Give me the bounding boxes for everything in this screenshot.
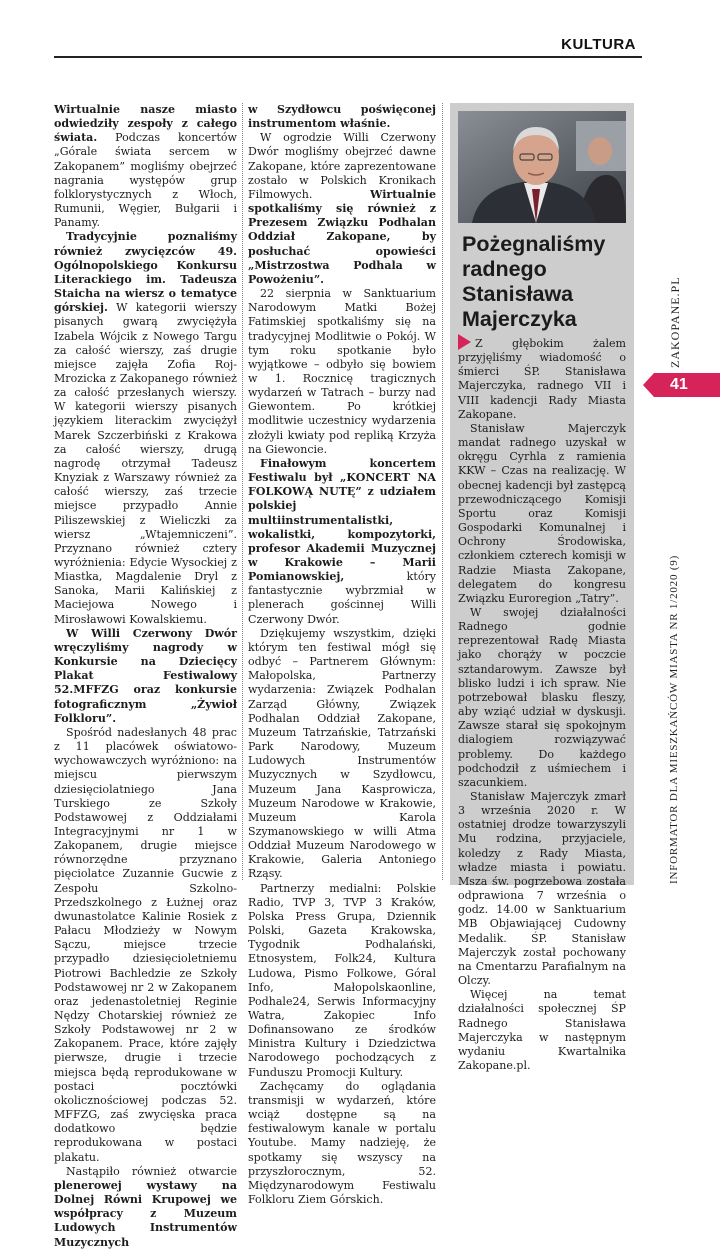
publication-info: INFORMATOR DLA MIESZKAŃCÓW MIASTA NR 1/2020 (9) [668, 554, 680, 884]
bold-lead: Wirtualnie spotkaliśmy się również z Prezesem Związku Podhalan Oddział Zakopane, by posłuchać opowieści „Mistrzostwa Podhala w Powożeniu”. [248, 187, 436, 286]
paragraph: Więcej na temat działalności społecznej ŚP Radnego Stanisława Majerczyka w następnym wydaniu Kwartalnika Zakopane.pl. [458, 988, 626, 1072]
bold-lead: plenerowej wystawy na Dolnej Równi Krupowej we współpracy z Muzeum Ludowych Instrumentów Muzycznych [54, 1178, 237, 1249]
paragraph-text: W ogrodzie Willi Czerwony Dwór mogliśmy obejrzeć dawne Zakopane, które zaprezentowane zostało w Polskich Kronikach Filmowych. [248, 131, 436, 201]
bold-lead: Tradycyjnie poznaliśmy również zwycięzców 49. Ogólnopolskiego Konkursu Literackiego im. Tadeusza Staicha na wiersz o tematyce górskiej. [54, 230, 237, 315]
page-number: 41 [670, 376, 688, 393]
paragraph: W swojej działalności Radnego godnie reprezentował Radę Miasta jako chorąży w poczcie sztandarowym. Zawsze był blisko ludzi i ich spraw. Nie potrzebował blasku fleszy, aby wziąć udział w dyskusji. Zawsze starał się spokojnym dialogiem rozwiązywać problemy. Do każdego podchodził z uśmiechem i szacunkiem. [458, 605, 626, 789]
bold-lead: w Szydłowcu poświęconej instrumentom właśnie. [248, 103, 436, 131]
paragraph-text: Podczas koncertów „Górale świata sercem w Zakopanem” mogliśmy obejrzeć nagrania występów grup folklorystycznych z Włoch, Rumunii, Węgier, Bułgarii i Panamy. [54, 131, 237, 230]
paragraph [54, 230, 237, 626]
paragraph [248, 457, 436, 627]
portrait-photo [458, 111, 626, 223]
bold-lead: Finałowym koncertem Festiwalu był „KONCERT NA FOLKOWĄ NUTĘ” z udziałem polskiej multiinstrumentalistki, wokalistki, kompozytorki, profesor Akademii Muzycznej w Krakowie – Marii Pomianowskiej, [248, 456, 436, 584]
bold-lead: W Willi Czerwony Dwór wręczyliśmy nagrody w Konkursie na Dziecięcy Plakat Festiwalowy 52.MFFZG oraz konkursie fotograficznym „Żywioł Folkloru”. [54, 626, 237, 725]
obituary-title: Pożegnaliśmy radnego Stanisława Majerczyka [462, 232, 606, 331]
paragraph-text: Nastąpiło również otwarcie [66, 1164, 237, 1178]
obituary-text [458, 334, 626, 1073]
arrow-bullet-icon [458, 334, 471, 350]
paragraph: Stanisław Majerczyk zmarł 3 września 2020 r. W ostatniej drodze towarzyszyli Mu rodzina, przyjaciele, koledzy z Rady Miasta, władze miasta i powiatu. Msza św. pogrzebowa została odprawiona 7 września o godz. 14.00 w Sanktuarium MB Objawiającej Cudowny Medalik. ŚP. Stanisław Majerczyk został pochowany na Cmentarzu Parafialnym na Olczy. [458, 790, 626, 988]
header-rule [54, 56, 642, 58]
paragraph: Dziękujemy wszystkim, dzięki którym ten festiwal mógł się odbyć – Partnerem Głównym: Małopolska, Partnerzy wydarzenia: Związek Podhalan Zarząd Główny, Związek Podhalan Oddział Zakopane, Muzeum Tatrzańskie, Tatrzański Park Narodowy, Muzeum Ludowych Instrumentów Muzycznych w Szydłowcu, Muzeum Jana Kasprowicza, Muzeum Narodowe w Krakowie, Muzeum Karola Szymanowskiego w willi Atma Oddział Muzeum Narodowego w Krakowie, Galeria Antoniego Rząsy. [248, 626, 436, 881]
paragraph [54, 103, 237, 230]
paragraph [54, 1165, 237, 1250]
article-column-2 [248, 103, 436, 1207]
paragraph [54, 627, 237, 726]
paragraph [248, 131, 436, 287]
bold-lead: Wirtualnie nasze miasto odwiedziły zespoły z całego świata. [54, 103, 237, 145]
column-divider [242, 103, 243, 880]
paragraph: Stanisław Majerczyk mandat radnego uzyskał w okręgu Cyrhla z ramienia KKW – Czas na realizację. W obecnej kadencji był zastępcą przewodniczącego Komisji Sportu oraz Komisji Gospodarki Komunalnej i Ochrony Środowiska, członkiem czterech komisji w Radzie Miasta Zakopane, delegatem do kongresu Związku Euroregion „Tatry”. [458, 421, 626, 605]
paragraph-text: Z głębokim żalem przyjęliśmy wiadomość o śmierci ŚP. Stanisława Majerczyka, radnego VII i VIII kadencji Rady Miasta Zakopane. [458, 337, 626, 421]
paragraph [458, 334, 626, 422]
paragraph-text: W kategorii wierszy pisanych gwarą zwyciężyła Izabela Wójcik z Nowego Targu za całość wierszy, zaś drugie miejsce zajęła Zofia Roj-Mrozicka z Zakopanego również za całość przesłanych wierszy. W kategorii wierszy pisanych językiem literackim zwyciężył Marek Szczerbiński z Krakowa za całość wierszy, drugą nagrodę otrzymał Tadeusz Knyziak z Warszawy również za całość wierszy, zaś trzecie miejsce przypadło Annie Piliszewskiej z Wieliczki za wiersz „Wtajemniczeni”. Przyznano również cztery wyróżnienia: Edycie Wysockiej z Miastka, Magdalenie Dryl z Sanoka, Marii Kalińskiej z Maciejowa Nowego i Mirosławowi Kowalskiemu. [54, 301, 237, 626]
paragraph: 22 sierpnia w Sanktuarium Narodowym Matki Bożej Fatimskiej spotkaliśmy się na tradycyjnej Modlitwie o Pokój. W tym roku spotkanie było wyjątkowe – odbyło się bowiem w 1. Rocznicę tragicznych wydarzeń w Tatrach – burzy nad Giewontem. Po krótkiej modlitwie uczestnicy wydarzenia złożyli kwiaty pod repliką Krzyża na Giewoncie. [248, 287, 436, 456]
paragraph: Zachęcamy do oglądania transmisji w wydarzeń, które wciąż dostępne są na festiwalowym kanale w portalu Youtube. Mamy nadzieję, że spotkamy się wszyscy na przyszłorocznym, 52. Międzynarodowym Festiwalu Folkloru Ziem Górskich. [248, 1079, 436, 1207]
column-divider [442, 103, 443, 880]
paragraph-text: który fantastycznie wybrzmiał w plenerach gościnnej Willi Czerwony Dwór. [248, 570, 436, 626]
portrait-image [458, 111, 626, 223]
paragraph: Spośród nadesłanych 48 prac z 11 placówek oświatowo-wychowawczych wyróżniono: na miejscu pierwszym dziesięciolatniego Jana Turskiego ze Szkoły Podstawowej z Oddziałami Integracyjnymi nr 1 w Zakopanem, drugie miejsce równorzędne przyznano pięciolatce Zuzannie Gucwie z Zespołu Szkolno-Przedszkolnego z Łużnej oraz dwunastolatce Kalinie Rosiek z Pałacu Młodzieży w Nowym Sączu, miejsce trzecie przypadło dziesięcioletniemu Piotrowi Bachledzie ze Szkoły Podstawowej nr 2 w Zakopanem oraz jedenastoletniej Reginie Nędzy Chotarskiej również ze Szkoły Podstawowej nr 2 w Zakopanem. Prace, które zajęły pierwsze, drugie i trzecie miejsca będą reprodukowane w postaci pocztówki okolicznościowej podczas 52. MFFZG, zaś zwycięska praca dodatkowo będzie reprodukowana w postaci plakatu. [54, 725, 237, 1164]
site-name: ZAKOPANE.PL [668, 276, 682, 368]
paragraph: Partnerzy medialni: Polskie Radio, TVP 3, TVP 3 Kraków, Polska Press Grupa, Dziennik Polski, Gazeta Krakowska, Tygodnik Podhalański, Etnosystem, Folk24, Kultura Ludowa, Pismo Folkowe, Góral Info, Małopolskaonline, Podhale24, Serwis Informacyjny Watra, Zakopiec Info Dofinansowano ze środków Ministra Kultury i Dziedzictwa Narodowego pochodzących z Funduszu Promocji Kultury. [248, 881, 436, 1079]
section-label: KULTURA [561, 36, 636, 53]
page-number-tab [654, 373, 720, 397]
paragraph [248, 103, 436, 131]
article-column-1 [54, 103, 237, 1250]
